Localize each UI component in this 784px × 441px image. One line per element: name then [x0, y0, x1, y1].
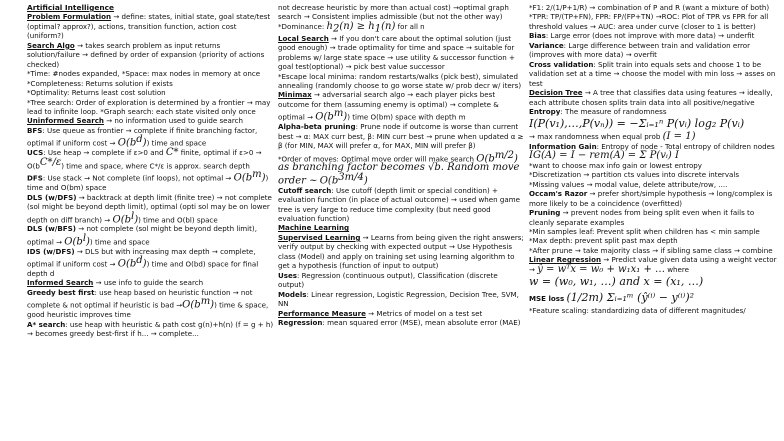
models: Models: Linear regression, Logistic Regression, Decision Tree, SVM, NN — [278, 289, 519, 309]
uninformed-search: Uninformed Search → no information used to guide search — [27, 116, 244, 126]
f1-score: *F1: 2/(1/P+1/R) → combination of P and R (want a mixture of both) — [529, 3, 770, 12]
entropy: Entropy: The measure of randomness — [529, 106, 667, 116]
mse-loss: MSE loss (1/2m) Σᵢ₌₁ᵐ (ŷ⁽ⁱ⁾ − y⁽ⁱ⁾)² — [529, 291, 695, 305]
pruning: Pruning → prevent nodes from being split even when it fails to cleanly separate examples — [529, 208, 755, 227]
escape-local-minima: *Escape local minima: random restarts/walks (pick best), simulated annealing (randomly choose to go worse state w/ prob decr w/ iters) — [278, 71, 522, 91]
bfs: BFS: Use queue as frontier → complete if finite branching factor, optimal if uniform $\cos t \to O(b^d)$) time and space — [27, 125, 258, 149]
optimality-note: *Optimality: Returns least cost solution — [27, 88, 166, 98]
informed-search: Informed Search → use info to guide the search — [27, 278, 204, 288]
alpha-beta-pruning: Alpha-beta pruning: Prune node if outcome is worse than current best → α: MAX curr best, β: MIN curr best → prune when updated α ≥ β (for MIN, MAX will prefer α, for MAX, MIN will prefer β) — [278, 122, 524, 151]
feature-scaling: *Feature scaling: standardizing data of different magnitudes/ — [529, 306, 746, 316]
dominance: *Dominance: $h_2(n) \ge h_1(n)$ for all n — [278, 20, 425, 35]
occams-razor: Occam's Razor → prefer short/simple hypothesis → long/complex is more likely to be a coincidence (overfitted) — [529, 189, 773, 208]
regression-metrics: Regression: mean squared error (MSE), mean absolute error (MAE) — [278, 317, 521, 327]
decision-tree: Decision Tree → A tree that classifies data using features → ideally, each attribute chosen splits train data into all positive/negative — [529, 88, 773, 107]
cutoff-search: Cutoff search: Use cutoff (depth limit or special condition) + evaluation function (in place of actual outcome) → used when game tree is very large to reduce time complexity (but need good evaluation function) — [278, 185, 521, 223]
a-star-search: A* search: use heap with heuristic & path cost g(n)+h(n) (f = g + h) → becomes greedy best-first if h... → complete... — [27, 319, 274, 339]
uses: Uses: Regression (continuous output), Classification (discrete output) — [278, 270, 498, 290]
min-samples-leaf: *Min samples leaf: Prevent split when children has < min sample — [529, 226, 760, 236]
linear-regression-weights: w = (w₀, w₁, …) and x = (x₁, …) — [529, 275, 704, 289]
entropy-max: → max randomness when equal prob (I = 1) — [529, 131, 696, 143]
consistent-note: not decrease heuristic by more than actual cost) →optimal graph search → Consistent implies admissible (but not the other way) — [278, 3, 509, 22]
minimax: Minimax → adversarial search algo → each player picks best outcome for them (assuming enemy is optimal) → complete & optimal → $O(b^m)$) time O(bm) space with depth m — [278, 90, 499, 123]
column-2 — [278, 3, 526, 441]
info-gain-note: *want to choose max info gain or lowest entropy — [529, 160, 703, 170]
dls-bfs: DLS (w/BFS) → not complete (sol might be beyond depth limit), optimal → $O(b^l)$) time and space — [27, 224, 257, 248]
machine-learning-heading: Machine Learning — [278, 223, 350, 233]
information-gain: Information Gain: Entropy of node - Total entropy of children nodes IG(A) = I − rem(A) = Σ P(vᵢ) I — [529, 141, 775, 162]
variance: Variance: Large difference between train and validation error (improves with more data) → overfit — [529, 40, 751, 60]
bias: Bias: Large error (does not improve with more data) → underfit — [529, 31, 755, 41]
supervised-learning: Supervised Learning → Learns from being given the right answers; verify output by checking with expected output → Use Hypothesis class (Model) and apply on training set using learning algorithm to get a hypothesis (function of input to output) — [278, 232, 524, 271]
order-of-moves: *Order of moves: Optimal move order will make search $O(b^{m/2})$ as branching factor becomes √b. Random move order ~ $O(b^{3m/4})$ — [278, 149, 520, 187]
problem-formulation: Problem Formulation → define: states, initial state, goal state/test (optimal? approx?), actions, transition function, action cost (uniform?) — [27, 12, 271, 41]
performance-measure: Performance Measure → Metrics of model on a test set — [278, 308, 483, 318]
local-search: Local Search → If you don't care about the optimal solution (just good enough) → trade optimality for time and space → suitable for problems w/ large state space → use utility & successor function + goal test(optional) → pick best value successor — [278, 33, 515, 72]
max-depth: *Max depth: prevent split past max depth — [529, 236, 678, 246]
ids: IDS (w/DFS) → DLS but with increasing max depth → complete, optimal if uniform $\cos t \to O(b^d)$) time and O(bd) space for final depth d — [27, 246, 259, 278]
missing-values: *Missing values → modal value, delete attribute/row, .... — [529, 179, 728, 189]
ucs: UCS: Use heap → complete if ε>0 and C* finite, optimal if $\varepsilon>0 \to O(b^{C*/\varepsilon})$ time and space, where C*/ε is approx. search depth — [27, 147, 262, 170]
sheet-title: Artificial Intelligence — [27, 3, 115, 12]
search-algo: Search Algo → takes search problem as input returns solution/failure → defined by order of expansion (priority of actions checked) — [27, 40, 265, 69]
tree-search-note: *Tree search: Order of exploration is determined by a frontier → may lead to infinite loop. *Graph search: each state visited only once — [27, 97, 271, 116]
discretization: *Discretization → partition cts values into discrete intervals — [529, 170, 740, 180]
time-space-note: *Time: #nodes expanded, *Space: max nodes in memory at once — [27, 69, 261, 79]
linear-regression: Linear Regression → Predict value given data using a weight vector → ŷ = wᵀx = w₀ + w₁x₁ + … where — [529, 255, 777, 275]
column-1 — [27, 3, 275, 441]
cross-validation: Cross validation: Split train into equals sets and choose 1 to be validation set at a time → choose the model with min loss → asses on test — [529, 59, 776, 88]
tpr-fpr-roc: *TPR: TP/(TP+FN), FPR: FP/(FP+TN) →ROC: Plot of TPR vs FPR for all threshold values → AUC: area under curve (closer to 1 is better) — [529, 12, 769, 31]
after-prune: *After prune → take majority class → if sibling same class → combine — [529, 245, 773, 255]
column-3 — [529, 3, 777, 441]
greedy-best-first: Greedy best first: use heap based on heuristic function → not complete & not optimal if heuristic is bad $\to O(b^m)$) time & space, good heuristic improves time — [27, 287, 269, 320]
dls-dfs: DLS (w/DFS) → backtrack at depth limit (finite tree) → not complete (sol might be beyond depth limit), optimal (opti sol may be on lower depth on diff branch) → $O(b^l)$) time and O(bl) space — [27, 192, 272, 225]
completeness-note: *Completeness: Returns solution if exists — [27, 78, 173, 88]
entropy-formula: I(P(v₁),…,P(vₙ)) = −Σᵢ₌₁ⁿ P(vᵢ) log₂ P(vᵢ) — [529, 117, 745, 131]
dfs: DFS: Use stack → Not complete (inf loops), not optimal → $O(b^m)$) time and O(bm) space — [27, 169, 269, 193]
